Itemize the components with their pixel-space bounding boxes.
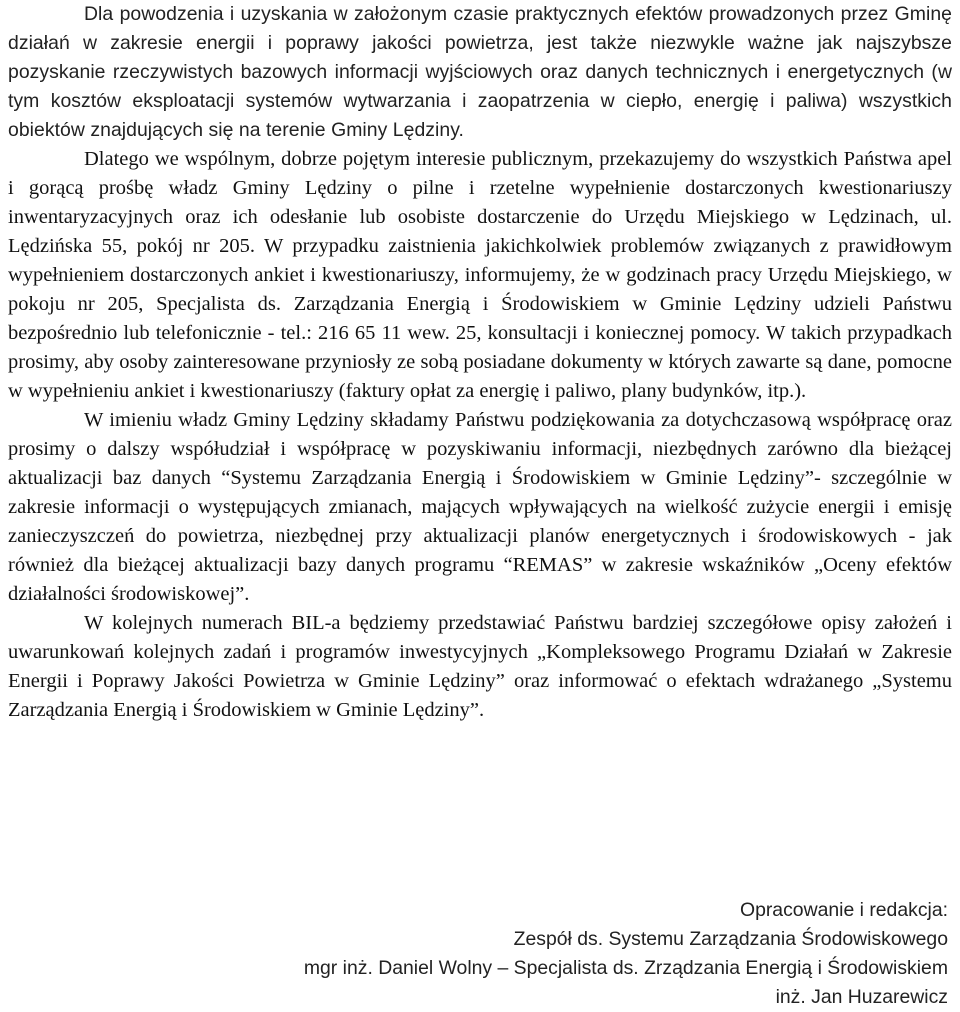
signature-editorial-label: Opracowanie i redakcja: (739, 899, 948, 921)
signature-author-huzarewicz: inż. Jan Huzarewicz (775, 986, 948, 1008)
paragraph-appeal: Dlatego we wspólnym, dobrze pojętym interesie publicznym, przekazujemy do wszystkich Państwa apel i gorącą prośbę władz Gminy Lędziny o pilne i rzetelne wypełnienie dostarczonych kwestionariuszy inwentaryzacyjnych oraz ich odesłanie lub osobiste dostarczenie do Urzędu Miejskiego w Lędzinach, ul. Lędzińska 55, pokój nr 205. W przypadku zaistnienia jakichkolwiek problemów związanych z prawidłowym wypełnieniem dostarczonych ankiet i kwestionariuszy, informujemy, że w godzinach pracy Urzędu Miejskiego, w pokoju nr 205, Specjalista ds. Zarządzania Energią i Środowiskiem w Gminie Lędziny udzieli Państwu bezpośrednio lub telefonicznie - tel.: 216 65 11 wew. 25, konsultacji i koniecznej pomocy. W takich przypadkach prosimy, aby osoby zainteresowane przyniosły ze sobą posiadane dokumenty w których zawarte są dane, pomocne w wypełnieniu ankiet i kwestionariuszy (faktury opłat za energię i paliwo, plany budynków, itp.). (8, 148, 952, 402)
document-page (8, 0, 952, 725)
paragraph-next-issues: W kolejnych numerach BIL-a będziemy przedstawiać Państwu bardziej szczegółowe opisy założeń i uwarunkowań kolejnych zadań i programów inwestycyjnych „Kompleksowego Programu Działań w Zakresie Energii i Poprawy Jakości Powietrza w Gminie Lędziny” oraz informować o efektach wdrażanego „Systemu Zarządzania Energią i Środowiskiem w Gminie Lędziny”. (8, 612, 952, 721)
paragraph-intro: Dla powodzenia i uzyskania w założonym czasie praktycznych efektów prowadzonych przez Gminę działań w zakresie energii i poprawy jakości powietrza, jest także niezwykle ważne jak najszybsze pozyskanie rzeczywistych bazowych informacji wyjściowych oraz danych technicznych i energetycznych (w tym kosztów eksploatacji systemów wytwarzania i zaopatrzenia w ciepło, energię i paliwa) wszystkich obiektów znajdujących się na terenie Gminy Lędziny. (8, 3, 952, 141)
paragraph-thanks: W imieniu władz Gminy Lędziny składamy Państwu podziękowania za dotychczasową współpracę oraz prosimy o dalszy współudział i współpracę w pozyskiwaniu informacji, niezbędnych zarówno dla bieżącej aktualizacji baz danych “Systemu Zarządzania Energią i Środowiskiem w Gminie Lędziny”- szczególnie w zakresie informacji o występujących zmianach, mających wpływających na wielkość zużycie energii i emisję zanieczyszczeń do powietrza, niezbędnej przy aktualizacji planów energetycznych i środowiskowych - jak również dla bieżącej aktualizacji bazy danych programu “REMAS” w zakresie wskaźników „Oceny efektów działalności środowiskowej”. (8, 409, 952, 605)
signature-block (0, 896, 948, 1012)
signature-author-wolny: mgr inż. Daniel Wolny – Specjalista ds. Zrządzania Energią i Środowiskiem (303, 957, 948, 979)
signature-team: Zespół ds. Systemu Zarządzania Środowiskowego (513, 928, 948, 950)
